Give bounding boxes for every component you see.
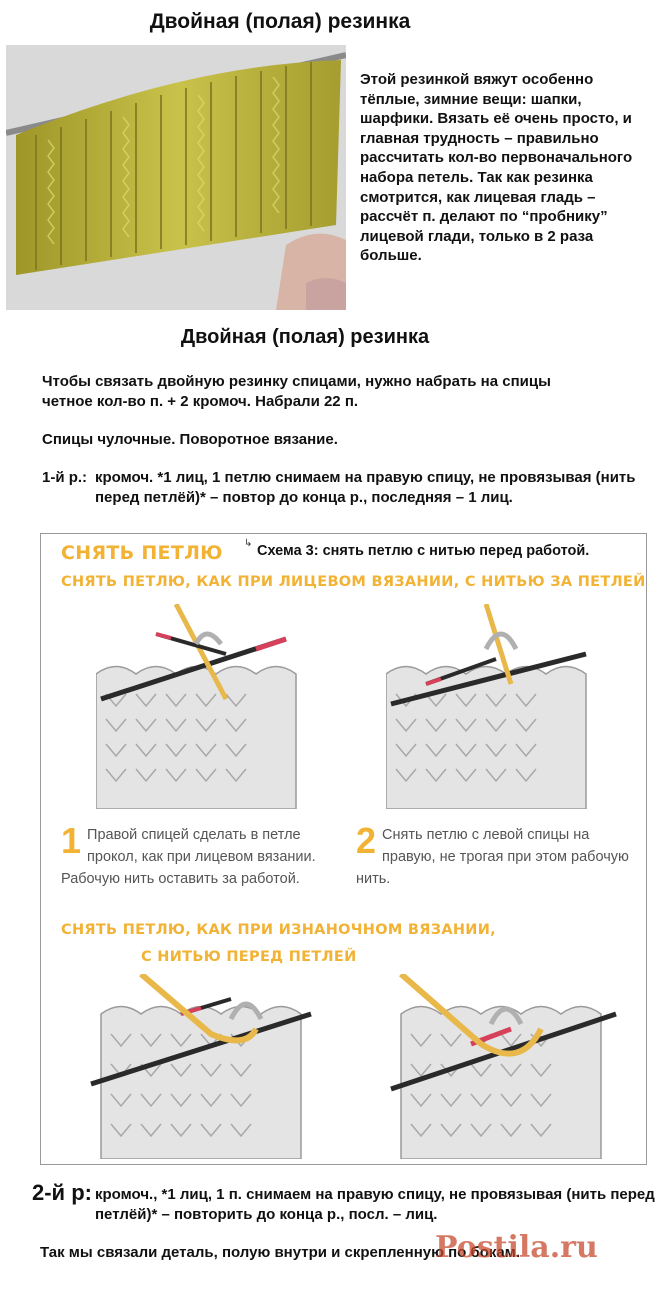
row2-label: 2-й р: <box>32 1180 92 1205</box>
step1-text: Правой спицей сделать в петле прокол, как при лицевом вязании. Рабочую нить оставить за работой. <box>61 827 316 887</box>
row1-label: 1-й р.: <box>42 469 88 486</box>
step2-illustration <box>386 604 606 809</box>
page-title: Двойная (полая) резинка <box>149 10 411 33</box>
ribbing-photo-illustration <box>6 45 346 310</box>
step2-text: Снять петлю с левой спицы на правую, не трогая при этом рабочую нить. <box>356 827 629 887</box>
step3-illustration <box>81 974 331 1159</box>
step1-illustration <box>96 604 316 809</box>
row1-instructions: кромоч. *1 лиц, 1 петлю снимаем на правую спицу, не провязывая (нить перед петлёй)* – повтор до конца р., последняя – 1 лиц. <box>95 469 636 506</box>
slip-stitch-diagram <box>40 533 647 1165</box>
diagram-subheading-knitwise: СНЯТЬ ПЕТЛЮ, КАК ПРИ ЛИЦЕВОМ ВЯЗАНИИ, С НИТЬЮ ЗА ПЕТЛЕЙ <box>61 574 646 590</box>
step2-number: 2 <box>356 820 377 861</box>
step2 <box>356 820 636 890</box>
paragraph-cast-on: Чтобы связать двойную резинку спицами, нужно набрать на спицы четное кол-во п. + 2 кромоч. Набрали 22 п. <box>42 373 551 410</box>
diagram-heading: СНЯТЬ ПЕТЛЮ <box>61 542 223 564</box>
knitting-photo <box>6 45 346 310</box>
watermark: Postila.ru <box>435 1230 598 1265</box>
hook-mark: ↳ <box>244 538 253 549</box>
step4-illustration <box>381 974 631 1159</box>
row2-instructions: кромоч., *1 лиц, 1 п. снимаем на правую спицу, не провязывая (нить перед петлёй)* – повторить до конца р., посл. – лиц. <box>95 1186 655 1223</box>
diagram-subheading-purlwise: СНЯТЬ ПЕТЛЮ, КАК ПРИ ИЗНАНОЧНОМ ВЯЗАНИИ, <box>61 922 496 938</box>
step1 <box>61 820 341 890</box>
step1-number: 1 <box>61 820 82 861</box>
final-paragraph: Так мы связали деталь, полую внутри и скрепленную по бокам. <box>40 1244 521 1261</box>
intro-paragraph: Этой резинкой вяжут особенно тёплые, зимние вещи: шапки, шарфики. Вязать её очень просто, и главная трудность – правильно рассчитать кол-во первоначального набора петель. Так как резинка смотрится, как лицевая гладь – рассчёт п. делают по “пробнику” лицевой глади, только в 2 раза больше. <box>360 71 633 265</box>
section-title: Двойная (полая) резинка <box>180 326 430 348</box>
paragraph-needles: Спицы чулочные. Поворотное вязание. <box>42 431 338 448</box>
diagram-caption: Схема 3: снять петлю с нитью перед работой. <box>257 543 590 559</box>
diagram-subheading-purlwise-line2: С НИТЬЮ ПЕРЕД ПЕТЛЕЙ <box>141 949 357 965</box>
